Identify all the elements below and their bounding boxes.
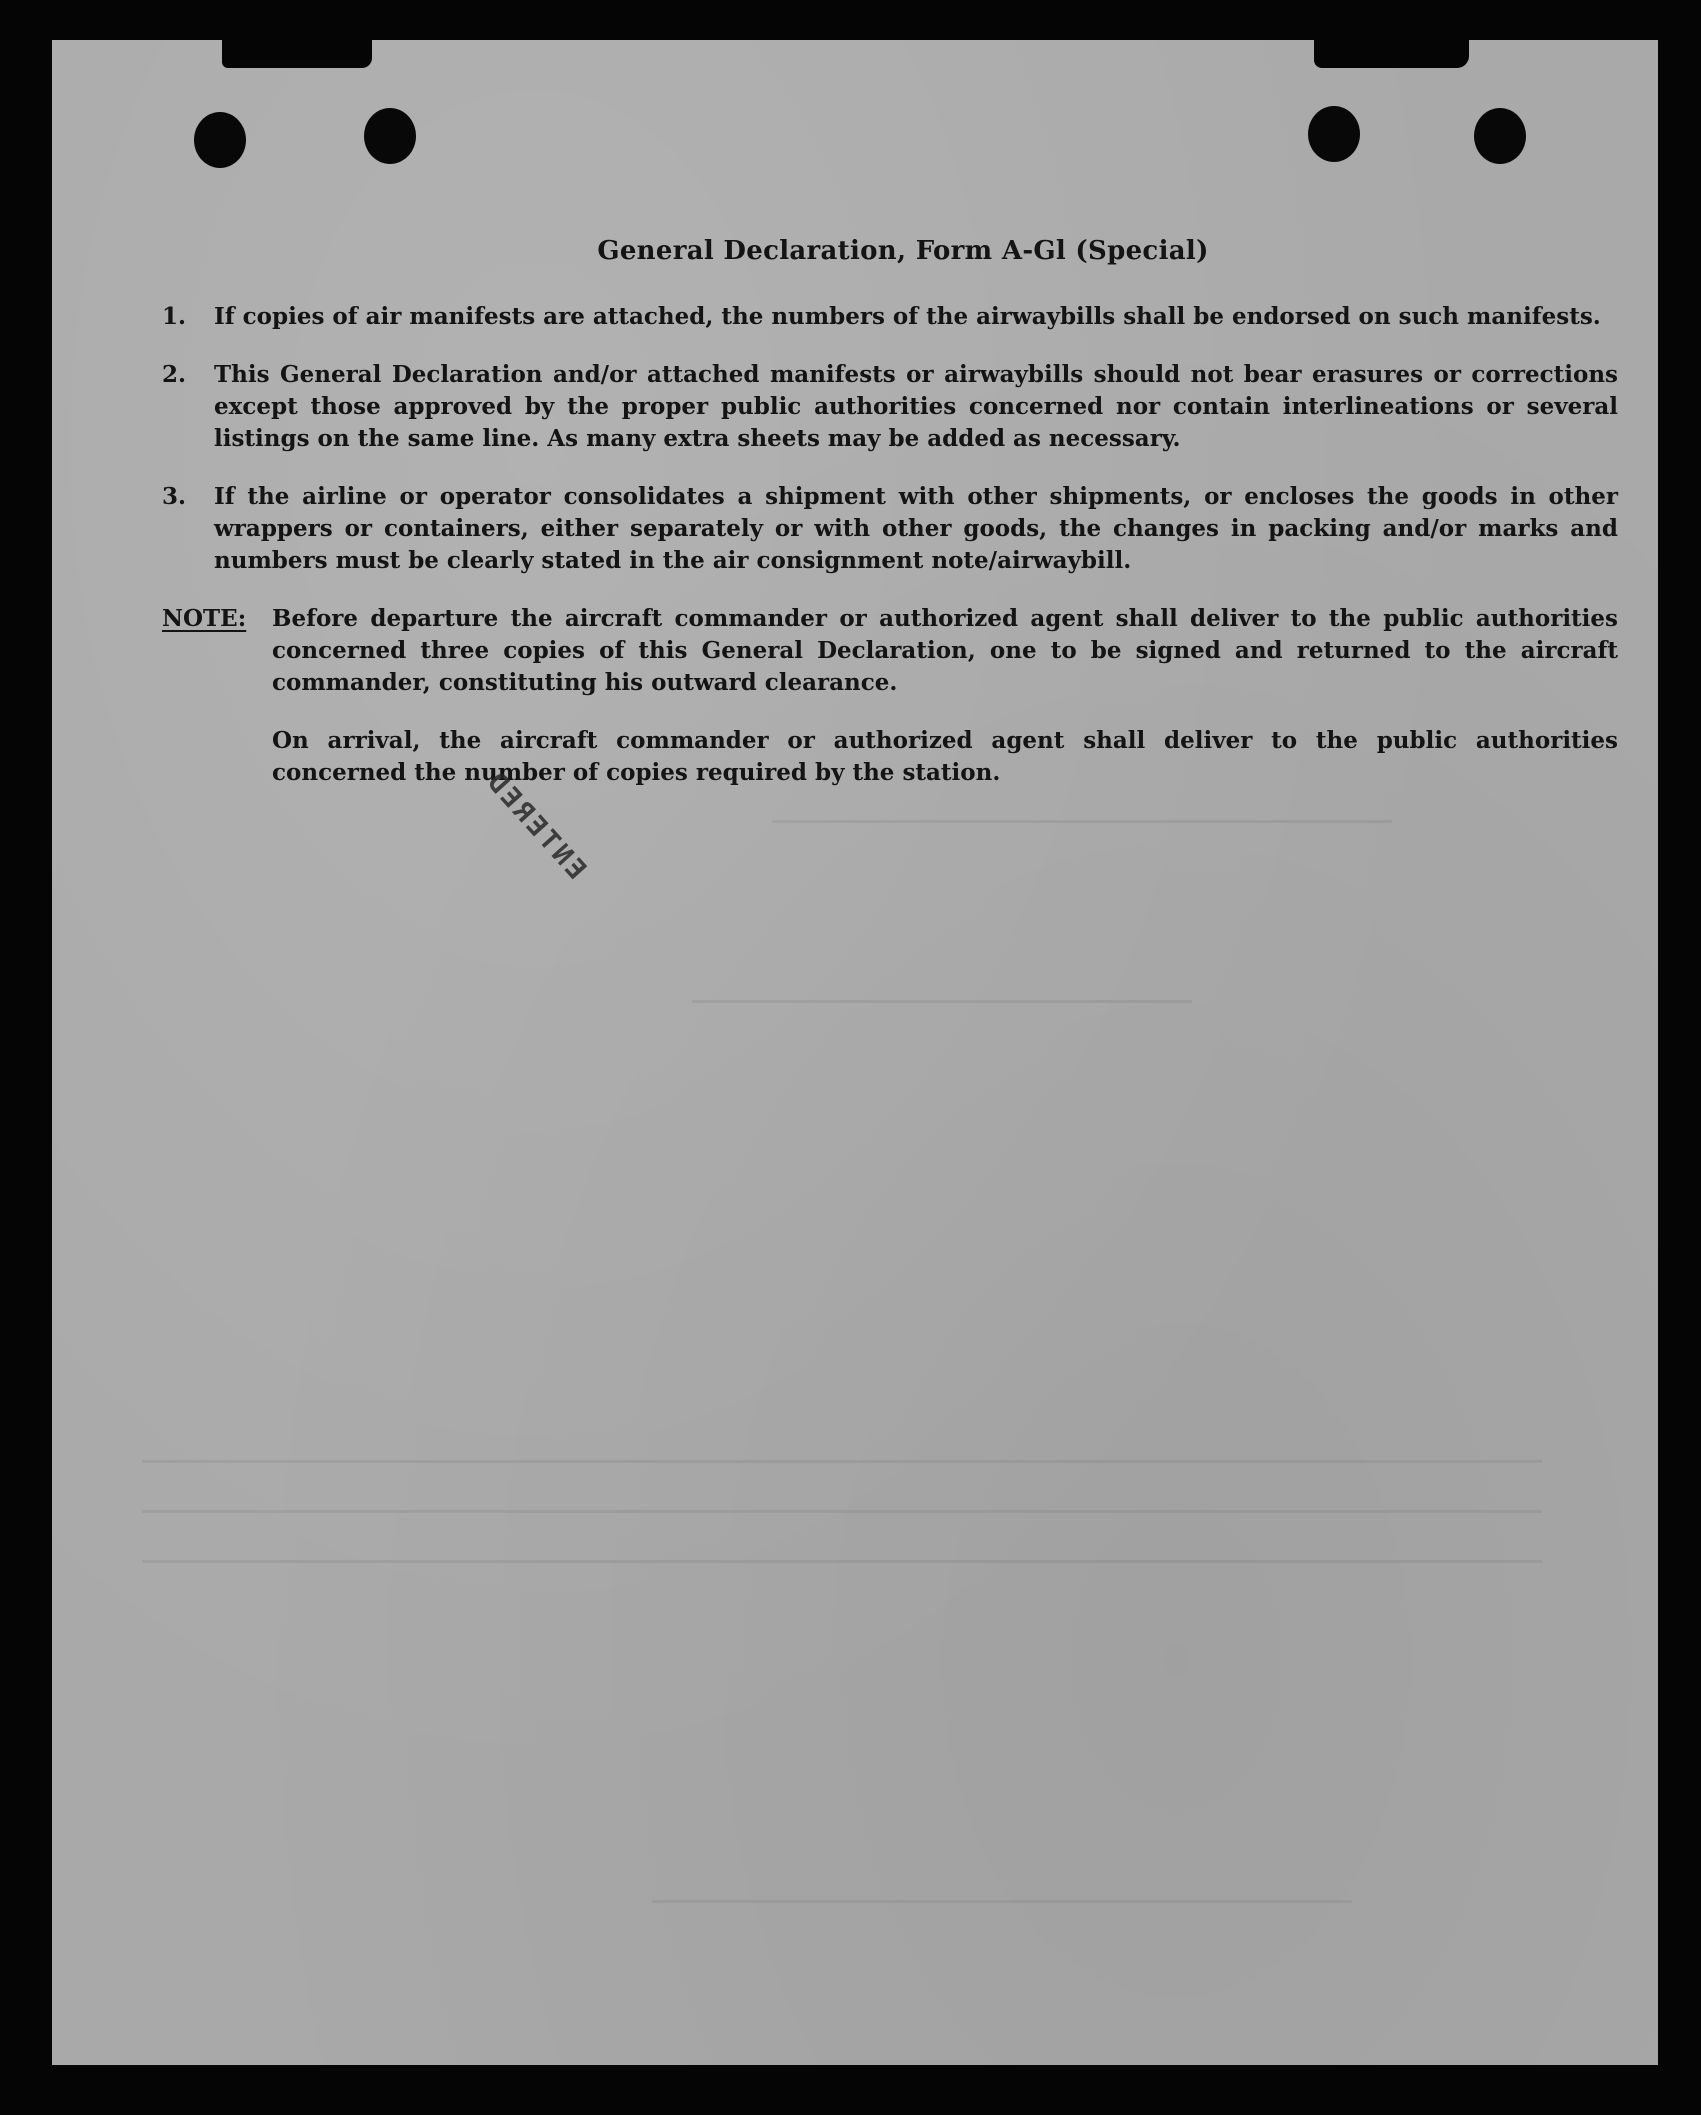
bleed-through-line — [652, 1900, 1352, 1903]
punch-hole — [364, 108, 416, 164]
instruction-item — [148, 481, 1618, 577]
item-number: 1. — [162, 303, 187, 330]
document-title: General Declaration, Form A-Gl (Special) — [597, 236, 1209, 266]
page-notch-left — [222, 40, 372, 68]
item-number: 3. — [162, 483, 187, 510]
note-body — [272, 603, 1618, 815]
bleed-through-line — [142, 1510, 1542, 1513]
bleed-through-line — [142, 1560, 1542, 1563]
declaration-content — [148, 235, 1618, 815]
instruction-item — [148, 359, 1618, 455]
punch-hole — [1308, 106, 1360, 162]
bleed-through-line — [142, 1460, 1542, 1463]
punch-hole — [194, 112, 246, 168]
page-notch-right — [1314, 40, 1469, 68]
note-section — [148, 603, 1618, 815]
item-text: This General Declaration and/or attached manifests or airwaybills should not bear erasures or corrections except those approved by the proper public authorities concerned nor contain interlineations or several listings on the same line. As many extra sheets may be added as necessary. — [214, 361, 1618, 452]
entered-stamp: ENTERED — [478, 764, 592, 886]
item-number: 2. — [162, 361, 187, 388]
item-text: If copies of air manifests are attached, the numbers of the airwaybills shall be endorsed on such manifests. — [214, 303, 1601, 330]
punch-hole — [1474, 108, 1526, 164]
bleed-through-line — [772, 820, 1392, 823]
bleed-through-line — [692, 1000, 1192, 1003]
note-paragraph: Before departure the aircraft commander or authorized agent shall deliver to the public authorities concerned three copies of this General Declaration, one to be signed and returned to the aircraft commander, constituting his outward clearance. — [272, 605, 1618, 696]
note-paragraph: On arrival, the aircraft commander or authorized agent shall deliver to the public authorities concerned the number of copies required by the station. — [272, 727, 1618, 786]
document-page — [52, 40, 1658, 2065]
instruction-item — [148, 301, 1618, 333]
item-text: If the airline or operator consolidates a shipment with other shipments, or encloses the goods in other wrappers or containers, either separately or with other goods, the changes in packing and/or marks and numbers must be clearly stated in the air consignment note/airwaybill. — [214, 483, 1618, 574]
note-label: NOTE: — [162, 605, 247, 632]
